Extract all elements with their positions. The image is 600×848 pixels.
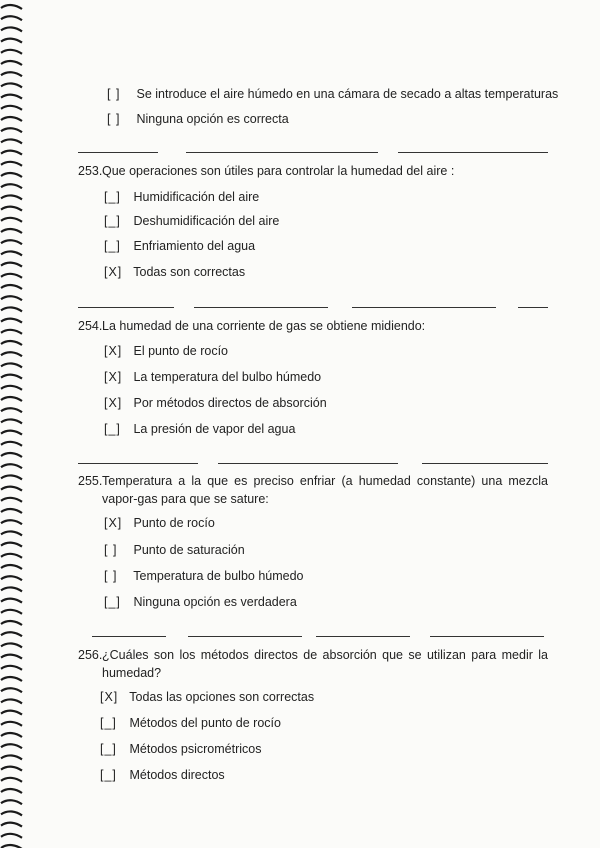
question-text: La humedad de una corriente de gas se obtiene midiendo: xyxy=(102,319,426,333)
checkbox-mark: [_] xyxy=(100,716,117,730)
option-text: Métodos del punto de rocío xyxy=(129,716,281,730)
question-256 xyxy=(78,646,548,682)
checkbox-mark: [_] xyxy=(100,742,117,756)
option-256-a xyxy=(100,690,314,704)
option-256-d xyxy=(100,768,225,782)
option-255-c xyxy=(104,569,304,583)
option-255-b xyxy=(104,543,245,557)
checkbox-mark: [X] xyxy=(104,344,123,358)
option-text: Humidificación del aire xyxy=(133,190,260,204)
separator-line xyxy=(78,463,548,465)
option-253-a xyxy=(104,190,259,204)
option-254-a xyxy=(104,344,228,358)
option-text: Punto de rocío xyxy=(133,516,215,530)
option-text: Métodos psicrométricos xyxy=(129,742,262,756)
checkbox-mark: [_] xyxy=(104,190,121,204)
checkbox-mark: [_] xyxy=(104,239,121,253)
option-text: Deshumidificación del aire xyxy=(133,214,280,228)
option-text: Ninguna opción es correcta xyxy=(136,112,289,126)
question-number: 253. xyxy=(78,164,103,178)
separator-line xyxy=(92,636,544,638)
option-text: La temperatura del bulbo húmedo xyxy=(133,370,322,384)
question-text: ¿Cuáles son los métodos directos de absorción que se utilizan para medir la humedad? xyxy=(102,648,548,680)
checkbox-mark: [ ] xyxy=(104,569,118,583)
option-253-c xyxy=(104,239,255,253)
option-text: Por métodos directos de absorción xyxy=(133,396,327,410)
option-253-d xyxy=(104,265,245,279)
checkbox-mark: [X] xyxy=(100,690,119,704)
question-number: 254. xyxy=(78,319,103,333)
option-254-d xyxy=(104,422,295,436)
checkbox-mark: [ ] xyxy=(104,543,118,557)
checkbox-mark: [X] xyxy=(104,516,123,530)
question-number: 255. xyxy=(78,474,103,488)
checkbox-mark: [_] xyxy=(104,214,121,228)
checkbox-mark: [X] xyxy=(104,370,123,384)
option-text: Ninguna opción es verdadera xyxy=(133,595,297,609)
question-254 xyxy=(78,317,548,335)
option-256-b xyxy=(100,716,281,730)
option-255-d xyxy=(104,595,297,609)
checkbox-mark: [X] xyxy=(104,396,123,410)
separator-line xyxy=(78,152,548,154)
checkbox-mark: [_] xyxy=(104,422,121,436)
option-text: Métodos directos xyxy=(129,768,225,782)
option-text: Temperatura de bulbo húmedo xyxy=(133,569,304,583)
option-text: Todas las opciones son correctas xyxy=(129,690,315,704)
option-254-c xyxy=(104,396,327,410)
checkbox-mark: [X] xyxy=(104,265,123,279)
question-253 xyxy=(78,162,548,180)
option-253-b xyxy=(104,214,279,228)
option-text: Enfriamiento del agua xyxy=(133,239,256,253)
question-255 xyxy=(78,472,548,508)
option-continuation-1 xyxy=(107,87,558,101)
checkbox-mark: [ ] xyxy=(107,112,121,126)
option-255-a xyxy=(104,516,215,530)
question-text: Temperatura a la que es preciso enfriar (a humedad constante) una mezcla vapor-gas para que se sature: xyxy=(102,474,548,506)
option-text: La presión de vapor del agua xyxy=(133,422,296,436)
checkbox-mark: [_] xyxy=(100,768,117,782)
option-text: Punto de saturación xyxy=(133,543,245,557)
checkbox-mark: [_] xyxy=(104,595,121,609)
separator-line xyxy=(78,307,548,309)
question-number: 256. xyxy=(78,648,103,662)
option-text: Se introduce el aire húmedo en una cámara de secado a altas temperaturas xyxy=(136,87,559,101)
option-254-b xyxy=(104,370,321,384)
option-256-c xyxy=(100,742,261,756)
option-continuation-2 xyxy=(107,112,289,126)
option-text: El punto de rocío xyxy=(133,344,228,358)
question-text: Que operaciones son útiles para controlar la humedad del aire : xyxy=(102,164,455,178)
checkbox-mark: [ ] xyxy=(107,87,121,101)
option-text: Todas son correctas xyxy=(133,265,246,279)
